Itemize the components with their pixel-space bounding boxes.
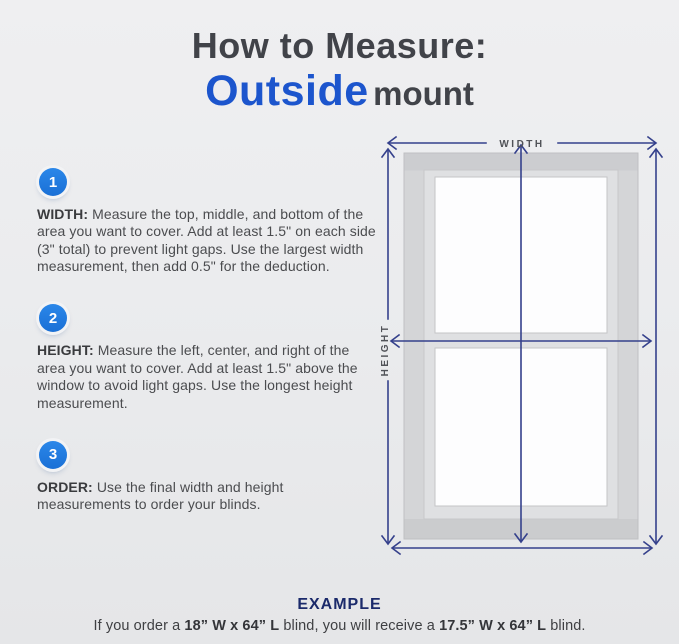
step-2-text: HEIGHT: Measure the left, center, and right of the area you want to cover. Add at least 1.5" above the window to avoid light gaps. Use the longest height measurement. bbox=[37, 342, 358, 411]
page-title: How to Measure: bbox=[191, 25, 488, 66]
page-subtitle bbox=[0, 68, 679, 115]
step-1-text: WIDTH: Measure the top, middle, and bottom of the area you want to cover. Add at least 1.5" on each side (3" total) to prevent light gaps. Use the largest width measurement, then add 0.5" for the deduction. bbox=[37, 206, 376, 275]
right-height-arrow bbox=[650, 149, 662, 544]
step-1-label: WIDTH: bbox=[37, 206, 89, 222]
example-sentence: If you order a 18” W x 64” L blind, you will receive a 17.5” W x 64” L blind. bbox=[93, 618, 586, 634]
mount-type-highlight: Outside bbox=[205, 66, 369, 115]
step-1-badge: 1 bbox=[39, 168, 67, 196]
example-heading: EXAMPLE bbox=[297, 596, 382, 613]
step-3-badge: 3 bbox=[39, 441, 67, 469]
step-2-label: HEIGHT: bbox=[37, 342, 94, 359]
page-header bbox=[0, 26, 679, 115]
mount-type-suffix: mount bbox=[373, 74, 474, 112]
step-order bbox=[37, 441, 379, 514]
example-section bbox=[0, 596, 679, 634]
bottom-width-arrow bbox=[392, 542, 652, 554]
step-3-text: ORDER: Use the final width and height measurements to order your blinds. bbox=[37, 478, 284, 513]
step-2-badge: 2 bbox=[39, 304, 67, 332]
height-label: HEIGHT bbox=[380, 323, 391, 377]
step-height bbox=[37, 304, 379, 411]
step-3-label: ORDER: bbox=[37, 478, 93, 495]
instruction-steps bbox=[37, 168, 379, 543]
width-label: WIDTH bbox=[499, 139, 545, 150]
window-measurement-diagram bbox=[378, 127, 670, 561]
step-width bbox=[37, 168, 379, 275]
